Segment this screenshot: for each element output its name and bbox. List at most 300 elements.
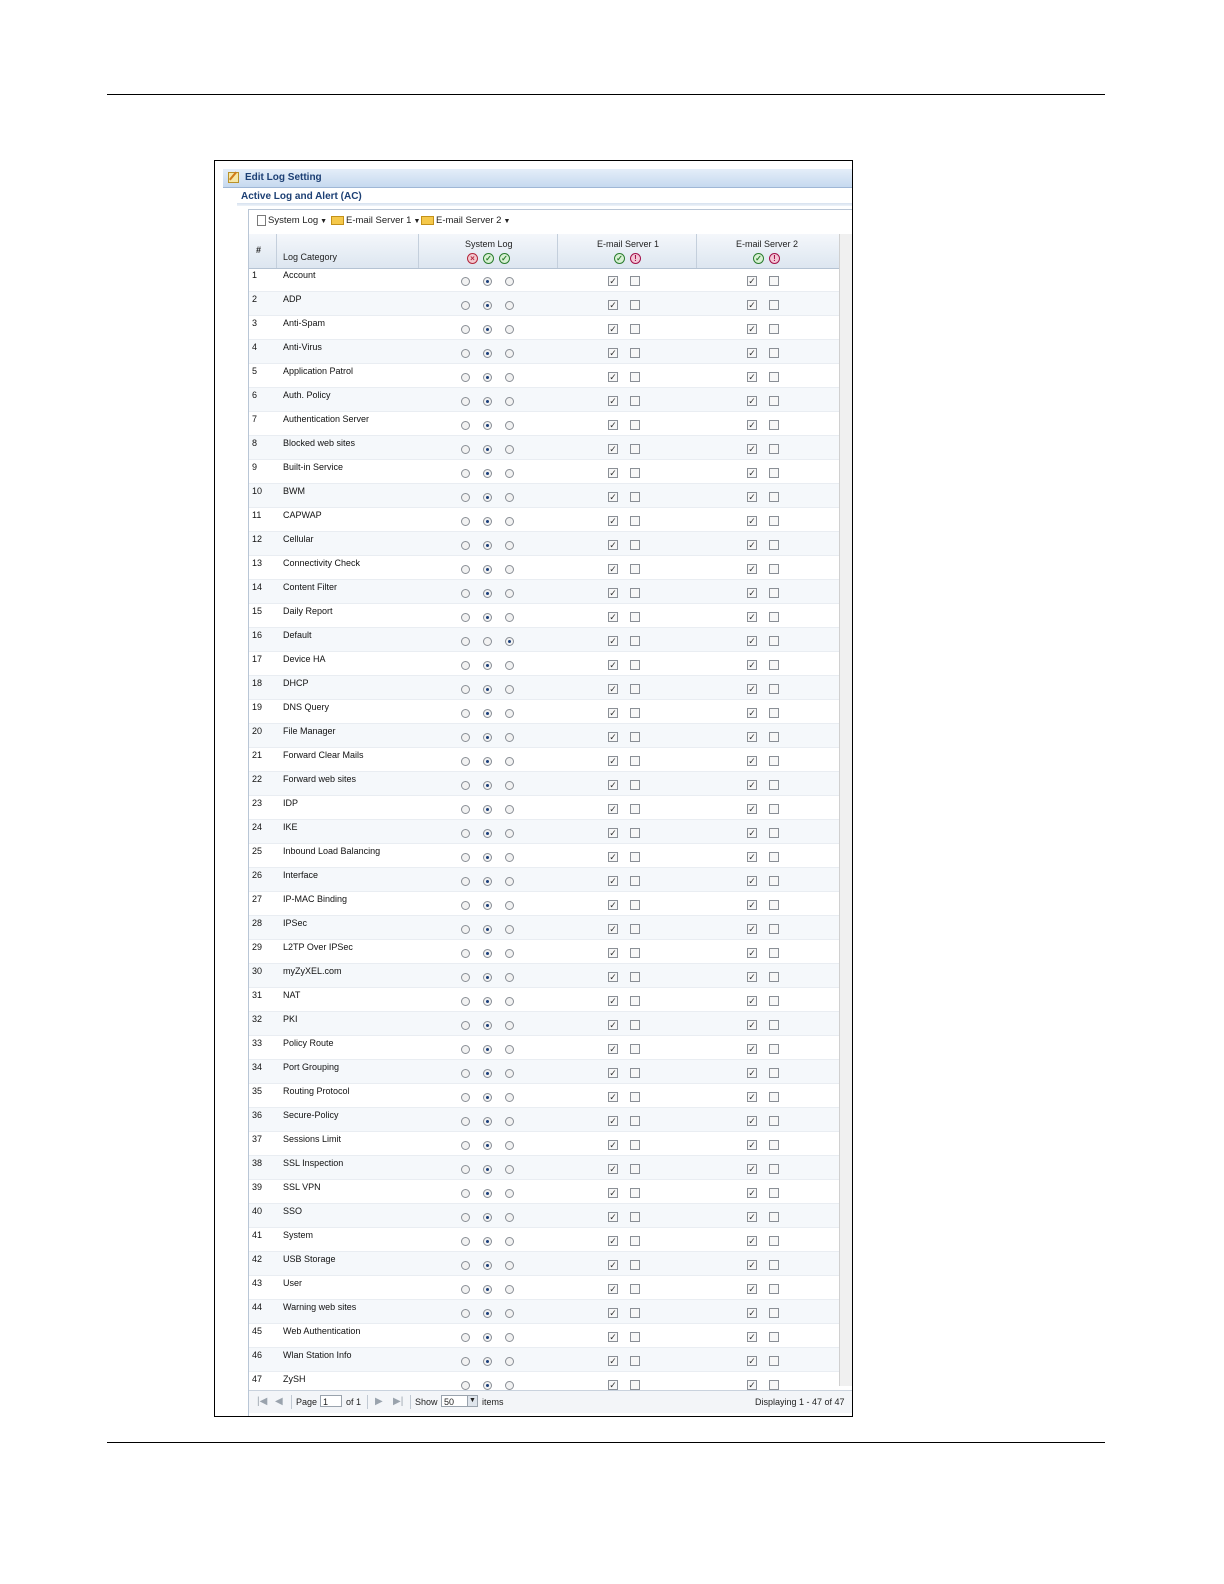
email1-normal-checkbox[interactable] <box>608 468 618 478</box>
email1-normal-checkbox[interactable] <box>608 708 618 718</box>
email1-alert-checkbox[interactable] <box>630 444 640 454</box>
email2-normal-checkbox[interactable] <box>747 1212 757 1222</box>
email2-alert-checkbox[interactable] <box>769 996 779 1006</box>
system-log-disable-radio[interactable] <box>461 1309 470 1318</box>
email1-alert-checkbox[interactable] <box>630 804 640 814</box>
system-log-normal-radio[interactable] <box>483 1285 492 1294</box>
system-log-all-radio[interactable] <box>505 1237 514 1246</box>
system-log-all-radio[interactable] <box>505 1261 514 1270</box>
system-log-all-radio[interactable] <box>505 397 514 406</box>
system-log-disable-radio[interactable] <box>461 925 470 934</box>
email2-alert-checkbox[interactable] <box>769 300 779 310</box>
email1-alert-checkbox[interactable] <box>630 1308 640 1318</box>
email1-alert-checkbox[interactable] <box>630 636 640 646</box>
system-log-normal-radio[interactable] <box>483 1357 492 1366</box>
email2-normal-checkbox[interactable] <box>747 828 757 838</box>
email2-normal-checkbox[interactable] <box>747 1068 757 1078</box>
system-log-normal-radio[interactable] <box>483 1117 492 1126</box>
system-log-all-radio[interactable] <box>505 1285 514 1294</box>
system-log-normal-radio[interactable] <box>483 421 492 430</box>
email1-alert-checkbox[interactable] <box>630 924 640 934</box>
email1-alert-checkbox[interactable] <box>630 828 640 838</box>
system-log-all-radio[interactable] <box>505 685 514 694</box>
email2-normal-checkbox[interactable] <box>747 780 757 790</box>
email1-normal-checkbox[interactable] <box>608 1284 618 1294</box>
email2-alert-checkbox[interactable] <box>769 660 779 670</box>
system-log-normal-radio[interactable] <box>483 709 492 718</box>
system-log-disable-radio[interactable] <box>461 1189 470 1198</box>
system-log-all-radio[interactable] <box>505 805 514 814</box>
alert-icon[interactable]: ! <box>630 253 641 264</box>
system-log-disable-radio[interactable] <box>461 997 470 1006</box>
system-log-normal-radio[interactable] <box>483 325 492 334</box>
email1-alert-checkbox[interactable] <box>630 1164 640 1174</box>
prev-page-icon[interactable]: ◀ <box>275 1396 283 1407</box>
email2-normal-checkbox[interactable] <box>747 1284 757 1294</box>
system-log-normal-radio[interactable] <box>483 949 492 958</box>
system-log-normal-radio[interactable] <box>483 781 492 790</box>
system-log-all-radio[interactable] <box>505 589 514 598</box>
email2-alert-checkbox[interactable] <box>769 1188 779 1198</box>
email2-alert-checkbox[interactable] <box>769 636 779 646</box>
system-log-disable-radio[interactable] <box>461 325 470 334</box>
email2-alert-checkbox[interactable] <box>769 924 779 934</box>
email1-alert-checkbox[interactable] <box>630 1044 640 1054</box>
email2-normal-checkbox[interactable] <box>747 468 757 478</box>
email2-alert-checkbox[interactable] <box>769 756 779 766</box>
system-log-disable-radio[interactable] <box>461 301 470 310</box>
email1-alert-checkbox[interactable] <box>630 732 640 742</box>
next-page-icon[interactable]: ▶ <box>375 1396 383 1407</box>
email1-normal-checkbox[interactable] <box>608 924 618 934</box>
email2-alert-checkbox[interactable] <box>769 804 779 814</box>
system-log-normal-radio[interactable] <box>483 373 492 382</box>
system-log-all-radio[interactable] <box>505 973 514 982</box>
email2-alert-checkbox[interactable] <box>769 1164 779 1174</box>
email2-alert-checkbox[interactable] <box>769 1068 779 1078</box>
system-log-disable-radio[interactable] <box>461 709 470 718</box>
system-log-all-radio[interactable] <box>505 421 514 430</box>
system-log-disable-radio[interactable] <box>461 757 470 766</box>
email1-normal-checkbox[interactable] <box>608 564 618 574</box>
email2-alert-checkbox[interactable] <box>769 516 779 526</box>
system-log-disable-radio[interactable] <box>461 397 470 406</box>
email2-alert-checkbox[interactable] <box>769 1260 779 1270</box>
system-log-normal-radio[interactable] <box>483 349 492 358</box>
email2-alert-checkbox[interactable] <box>769 900 779 910</box>
email1-alert-checkbox[interactable] <box>630 1236 640 1246</box>
enable-normal-icon[interactable]: ✓ <box>753 253 764 264</box>
system-log-normal-radio[interactable] <box>483 1309 492 1318</box>
system-log-all-radio[interactable] <box>505 1381 514 1390</box>
email2-normal-checkbox[interactable] <box>747 588 757 598</box>
email2-alert-checkbox[interactable] <box>769 708 779 718</box>
system-log-disable-radio[interactable] <box>461 1021 470 1030</box>
email1-alert-checkbox[interactable] <box>630 684 640 694</box>
email1-alert-checkbox[interactable] <box>630 1068 640 1078</box>
email2-normal-checkbox[interactable] <box>747 948 757 958</box>
email1-normal-checkbox[interactable] <box>608 372 618 382</box>
system-log-normal-radio[interactable] <box>483 733 492 742</box>
system-log-normal-radio[interactable] <box>483 925 492 934</box>
email2-alert-checkbox[interactable] <box>769 780 779 790</box>
email1-normal-checkbox[interactable] <box>608 492 618 502</box>
email2-alert-checkbox[interactable] <box>769 588 779 598</box>
system-log-normal-radio[interactable] <box>483 829 492 838</box>
email1-alert-checkbox[interactable] <box>630 1116 640 1126</box>
email2-alert-checkbox[interactable] <box>769 1332 779 1342</box>
system-log-all-radio[interactable] <box>505 541 514 550</box>
email2-alert-checkbox[interactable] <box>769 396 779 406</box>
email2-alert-checkbox[interactable] <box>769 1236 779 1246</box>
email2-alert-checkbox[interactable] <box>769 1380 779 1390</box>
system-log-normal-radio[interactable] <box>483 853 492 862</box>
email2-alert-checkbox[interactable] <box>769 1020 779 1030</box>
email1-alert-checkbox[interactable] <box>630 972 640 982</box>
email2-normal-checkbox[interactable] <box>747 1308 757 1318</box>
email1-normal-checkbox[interactable] <box>608 1164 618 1174</box>
system-log-all-radio[interactable] <box>505 1189 514 1198</box>
email1-alert-checkbox[interactable] <box>630 348 640 358</box>
system-log-disable-radio[interactable] <box>461 781 470 790</box>
system-log-disable-radio[interactable] <box>461 1141 470 1150</box>
email2-normal-checkbox[interactable] <box>747 516 757 526</box>
email2-alert-checkbox[interactable] <box>769 1044 779 1054</box>
system-log-disable-radio[interactable] <box>461 349 470 358</box>
email1-normal-checkbox[interactable] <box>608 1188 618 1198</box>
system-log-normal-radio[interactable] <box>483 685 492 694</box>
email1-alert-checkbox[interactable] <box>630 996 640 1006</box>
email2-normal-checkbox[interactable] <box>747 1116 757 1126</box>
system-log-disable-radio[interactable] <box>461 1069 470 1078</box>
system-log-disable-radio[interactable] <box>461 661 470 670</box>
system-log-disable-radio[interactable] <box>461 613 470 622</box>
email1-normal-checkbox[interactable] <box>608 1092 618 1102</box>
system-log-normal-radio[interactable] <box>483 493 492 502</box>
email1-normal-checkbox[interactable] <box>608 420 618 430</box>
email2-normal-checkbox[interactable] <box>747 756 757 766</box>
email1-alert-checkbox[interactable] <box>630 780 640 790</box>
system-log-all-radio[interactable] <box>505 877 514 886</box>
system-log-disable-radio[interactable] <box>461 901 470 910</box>
email1-normal-checkbox[interactable] <box>608 732 618 742</box>
system-log-normal-radio[interactable] <box>483 1069 492 1078</box>
system-log-all-radio[interactable] <box>505 901 514 910</box>
email1-normal-checkbox[interactable] <box>608 396 618 406</box>
email1-alert-checkbox[interactable] <box>630 1212 640 1222</box>
system-log-all-radio[interactable] <box>505 853 514 862</box>
system-log-disable-radio[interactable] <box>461 589 470 598</box>
email1-alert-checkbox[interactable] <box>630 324 640 334</box>
email1-alert-checkbox[interactable] <box>630 660 640 670</box>
system-log-all-radio[interactable] <box>505 277 514 286</box>
email1-normal-checkbox[interactable] <box>608 1044 618 1054</box>
email1-alert-checkbox[interactable] <box>630 516 640 526</box>
email1-normal-checkbox[interactable] <box>608 636 618 646</box>
email-server1-menu[interactable] <box>331 210 420 233</box>
email2-alert-checkbox[interactable] <box>769 972 779 982</box>
system-log-normal-radio[interactable] <box>483 661 492 670</box>
email1-normal-checkbox[interactable] <box>608 1380 618 1390</box>
email1-alert-checkbox[interactable] <box>630 588 640 598</box>
system-log-disable-radio[interactable] <box>461 853 470 862</box>
email2-normal-checkbox[interactable] <box>747 852 757 862</box>
col-category-header[interactable]: Log Category <box>283 252 338 262</box>
email1-normal-checkbox[interactable] <box>608 324 618 334</box>
system-log-normal-radio[interactable] <box>483 301 492 310</box>
system-log-disable-radio[interactable] <box>461 421 470 430</box>
email2-normal-checkbox[interactable] <box>747 900 757 910</box>
system-log-disable-radio[interactable] <box>461 1165 470 1174</box>
system-log-disable-radio[interactable] <box>461 1237 470 1246</box>
email2-normal-checkbox[interactable] <box>747 372 757 382</box>
system-log-all-radio[interactable] <box>505 781 514 790</box>
email2-normal-checkbox[interactable] <box>747 1044 757 1054</box>
email1-alert-checkbox[interactable] <box>630 1092 640 1102</box>
system-log-disable-radio[interactable] <box>461 541 470 550</box>
system-log-all-radio[interactable] <box>505 1069 514 1078</box>
email1-normal-checkbox[interactable] <box>608 1116 618 1126</box>
system-log-all-radio[interactable] <box>505 1045 514 1054</box>
email2-alert-checkbox[interactable] <box>769 420 779 430</box>
email2-alert-checkbox[interactable] <box>769 276 779 286</box>
email1-normal-checkbox[interactable] <box>608 948 618 958</box>
system-log-normal-radio[interactable] <box>483 1165 492 1174</box>
system-log-normal-radio[interactable] <box>483 1381 492 1390</box>
system-log-disable-radio[interactable] <box>461 733 470 742</box>
system-log-all-radio[interactable] <box>505 1021 514 1030</box>
email2-alert-checkbox[interactable] <box>769 1116 779 1126</box>
email2-normal-checkbox[interactable] <box>747 1260 757 1270</box>
email2-normal-checkbox[interactable] <box>747 492 757 502</box>
system-log-all-radio[interactable] <box>505 757 514 766</box>
email1-normal-checkbox[interactable] <box>608 612 618 622</box>
email2-alert-checkbox[interactable] <box>769 828 779 838</box>
page-size-select[interactable]: 50 <box>441 1395 471 1407</box>
system-log-all-radio[interactable] <box>505 493 514 502</box>
email2-alert-checkbox[interactable] <box>769 732 779 742</box>
email2-alert-checkbox[interactable] <box>769 540 779 550</box>
system-log-disable-radio[interactable] <box>461 1117 470 1126</box>
system-log-normal-radio[interactable] <box>483 397 492 406</box>
email1-alert-checkbox[interactable] <box>630 492 640 502</box>
system-log-normal-radio[interactable] <box>483 757 492 766</box>
email1-normal-checkbox[interactable] <box>608 516 618 526</box>
system-log-all-radio[interactable] <box>505 565 514 574</box>
system-log-disable-radio[interactable] <box>461 829 470 838</box>
system-log-normal-radio[interactable] <box>483 1141 492 1150</box>
email1-alert-checkbox[interactable] <box>630 708 640 718</box>
system-log-disable-radio[interactable] <box>461 637 470 646</box>
email1-normal-checkbox[interactable] <box>608 684 618 694</box>
system-log-normal-radio[interactable] <box>483 1333 492 1342</box>
email1-alert-checkbox[interactable] <box>630 372 640 382</box>
email1-alert-checkbox[interactable] <box>630 852 640 862</box>
email2-normal-checkbox[interactable] <box>747 564 757 574</box>
email2-normal-checkbox[interactable] <box>747 1140 757 1150</box>
system-log-disable-radio[interactable] <box>461 1045 470 1054</box>
email1-alert-checkbox[interactable] <box>630 1140 640 1150</box>
alert-icon[interactable]: ! <box>769 253 780 264</box>
email2-normal-checkbox[interactable] <box>747 1356 757 1366</box>
email1-alert-checkbox[interactable] <box>630 300 640 310</box>
email2-alert-checkbox[interactable] <box>769 468 779 478</box>
email1-alert-checkbox[interactable] <box>630 420 640 430</box>
enable-normal-icon[interactable]: ✓ <box>483 253 494 264</box>
email1-alert-checkbox[interactable] <box>630 396 640 406</box>
email1-normal-checkbox[interactable] <box>608 1140 618 1150</box>
disable-all-icon[interactable]: × <box>467 253 478 264</box>
system-log-all-radio[interactable] <box>505 637 514 646</box>
email2-normal-checkbox[interactable] <box>747 732 757 742</box>
system-log-all-radio[interactable] <box>505 1093 514 1102</box>
system-log-normal-radio[interactable] <box>483 589 492 598</box>
system-log-disable-radio[interactable] <box>461 277 470 286</box>
email2-normal-checkbox[interactable] <box>747 612 757 622</box>
system-log-disable-radio[interactable] <box>461 565 470 574</box>
email2-normal-checkbox[interactable] <box>747 540 757 550</box>
last-page-icon[interactable]: ▶| <box>393 1396 404 1407</box>
system-log-normal-radio[interactable] <box>483 1021 492 1030</box>
system-log-normal-radio[interactable] <box>483 1189 492 1198</box>
email2-alert-checkbox[interactable] <box>769 1092 779 1102</box>
email2-normal-checkbox[interactable] <box>747 300 757 310</box>
email2-normal-checkbox[interactable] <box>747 804 757 814</box>
email1-normal-checkbox[interactable] <box>608 876 618 886</box>
email2-alert-checkbox[interactable] <box>769 444 779 454</box>
system-log-all-radio[interactable] <box>505 1213 514 1222</box>
system-log-normal-radio[interactable] <box>483 613 492 622</box>
system-log-all-radio[interactable] <box>505 733 514 742</box>
email1-normal-checkbox[interactable] <box>608 780 618 790</box>
system-log-disable-radio[interactable] <box>461 1333 470 1342</box>
system-log-normal-radio[interactable] <box>483 1045 492 1054</box>
email1-normal-checkbox[interactable] <box>608 540 618 550</box>
email2-normal-checkbox[interactable] <box>747 396 757 406</box>
enable-all-icon[interactable]: ✓ <box>499 253 510 264</box>
email2-alert-checkbox[interactable] <box>769 876 779 886</box>
email2-normal-checkbox[interactable] <box>747 1332 757 1342</box>
email1-normal-checkbox[interactable] <box>608 828 618 838</box>
system-log-normal-radio[interactable] <box>483 1093 492 1102</box>
email1-normal-checkbox[interactable] <box>608 660 618 670</box>
email2-normal-checkbox[interactable] <box>747 348 757 358</box>
system-log-normal-radio[interactable] <box>483 1237 492 1246</box>
email2-alert-checkbox[interactable] <box>769 1284 779 1294</box>
email2-alert-checkbox[interactable] <box>769 1356 779 1366</box>
email1-normal-checkbox[interactable] <box>608 1260 618 1270</box>
email1-alert-checkbox[interactable] <box>630 564 640 574</box>
email1-alert-checkbox[interactable] <box>630 276 640 286</box>
system-log-all-radio[interactable] <box>505 949 514 958</box>
email1-normal-checkbox[interactable] <box>608 1020 618 1030</box>
system-log-normal-radio[interactable] <box>483 1261 492 1270</box>
email1-normal-checkbox[interactable] <box>608 588 618 598</box>
email1-normal-checkbox[interactable] <box>608 1236 618 1246</box>
email2-normal-checkbox[interactable] <box>747 924 757 934</box>
email2-normal-checkbox[interactable] <box>747 1188 757 1198</box>
system-log-all-radio[interactable] <box>505 661 514 670</box>
system-log-all-radio[interactable] <box>505 325 514 334</box>
email1-normal-checkbox[interactable] <box>608 852 618 862</box>
email1-alert-checkbox[interactable] <box>630 900 640 910</box>
email1-normal-checkbox[interactable] <box>608 1212 618 1222</box>
system-log-disable-radio[interactable] <box>461 1093 470 1102</box>
email2-normal-checkbox[interactable] <box>747 972 757 982</box>
email1-alert-checkbox[interactable] <box>630 1380 640 1390</box>
email1-alert-checkbox[interactable] <box>630 948 640 958</box>
email2-alert-checkbox[interactable] <box>769 612 779 622</box>
email2-alert-checkbox[interactable] <box>769 372 779 382</box>
system-log-all-radio[interactable] <box>505 613 514 622</box>
email2-normal-checkbox[interactable] <box>747 444 757 454</box>
system-log-disable-radio[interactable] <box>461 445 470 454</box>
system-log-normal-radio[interactable] <box>483 565 492 574</box>
email1-normal-checkbox[interactable] <box>608 756 618 766</box>
system-log-normal-radio[interactable] <box>483 877 492 886</box>
email2-normal-checkbox[interactable] <box>747 1164 757 1174</box>
email1-normal-checkbox[interactable] <box>608 900 618 910</box>
email1-alert-checkbox[interactable] <box>630 876 640 886</box>
system-log-disable-radio[interactable] <box>461 973 470 982</box>
system-log-menu[interactable] <box>257 210 327 233</box>
email1-normal-checkbox[interactable] <box>608 972 618 982</box>
system-log-all-radio[interactable] <box>505 301 514 310</box>
email1-alert-checkbox[interactable] <box>630 1332 640 1342</box>
system-log-disable-radio[interactable] <box>461 1381 470 1390</box>
email2-normal-checkbox[interactable] <box>747 708 757 718</box>
enable-normal-icon[interactable]: ✓ <box>614 253 625 264</box>
system-log-all-radio[interactable] <box>505 1309 514 1318</box>
page-number-input[interactable]: 1 <box>320 1395 342 1407</box>
email1-normal-checkbox[interactable] <box>608 444 618 454</box>
email1-alert-checkbox[interactable] <box>630 1260 640 1270</box>
system-log-disable-radio[interactable] <box>461 493 470 502</box>
system-log-disable-radio[interactable] <box>461 805 470 814</box>
email1-normal-checkbox[interactable] <box>608 1356 618 1366</box>
system-log-normal-radio[interactable] <box>483 973 492 982</box>
email2-normal-checkbox[interactable] <box>747 996 757 1006</box>
system-log-all-radio[interactable] <box>505 1141 514 1150</box>
email2-normal-checkbox[interactable] <box>747 876 757 886</box>
email2-alert-checkbox[interactable] <box>769 492 779 502</box>
system-log-disable-radio[interactable] <box>461 877 470 886</box>
email1-normal-checkbox[interactable] <box>608 348 618 358</box>
system-log-disable-radio[interactable] <box>461 1357 470 1366</box>
email1-normal-checkbox[interactable] <box>608 1308 618 1318</box>
system-log-disable-radio[interactable] <box>461 1213 470 1222</box>
email1-alert-checkbox[interactable] <box>630 540 640 550</box>
system-log-all-radio[interactable] <box>505 517 514 526</box>
email1-normal-checkbox[interactable] <box>608 804 618 814</box>
email1-normal-checkbox[interactable] <box>608 1332 618 1342</box>
system-log-all-radio[interactable] <box>505 373 514 382</box>
system-log-disable-radio[interactable] <box>461 1261 470 1270</box>
email2-normal-checkbox[interactable] <box>747 636 757 646</box>
email1-alert-checkbox[interactable] <box>630 756 640 766</box>
system-log-normal-radio[interactable] <box>483 445 492 454</box>
email1-alert-checkbox[interactable] <box>630 1356 640 1366</box>
email2-normal-checkbox[interactable] <box>747 1020 757 1030</box>
email2-normal-checkbox[interactable] <box>747 420 757 430</box>
email2-alert-checkbox[interactable] <box>769 348 779 358</box>
vertical-scrollbar[interactable] <box>839 234 853 1386</box>
system-log-normal-radio[interactable] <box>483 541 492 550</box>
email-server2-menu[interactable] <box>421 210 510 233</box>
system-log-disable-radio[interactable] <box>461 1285 470 1294</box>
email2-normal-checkbox[interactable] <box>747 660 757 670</box>
email1-alert-checkbox[interactable] <box>630 1020 640 1030</box>
